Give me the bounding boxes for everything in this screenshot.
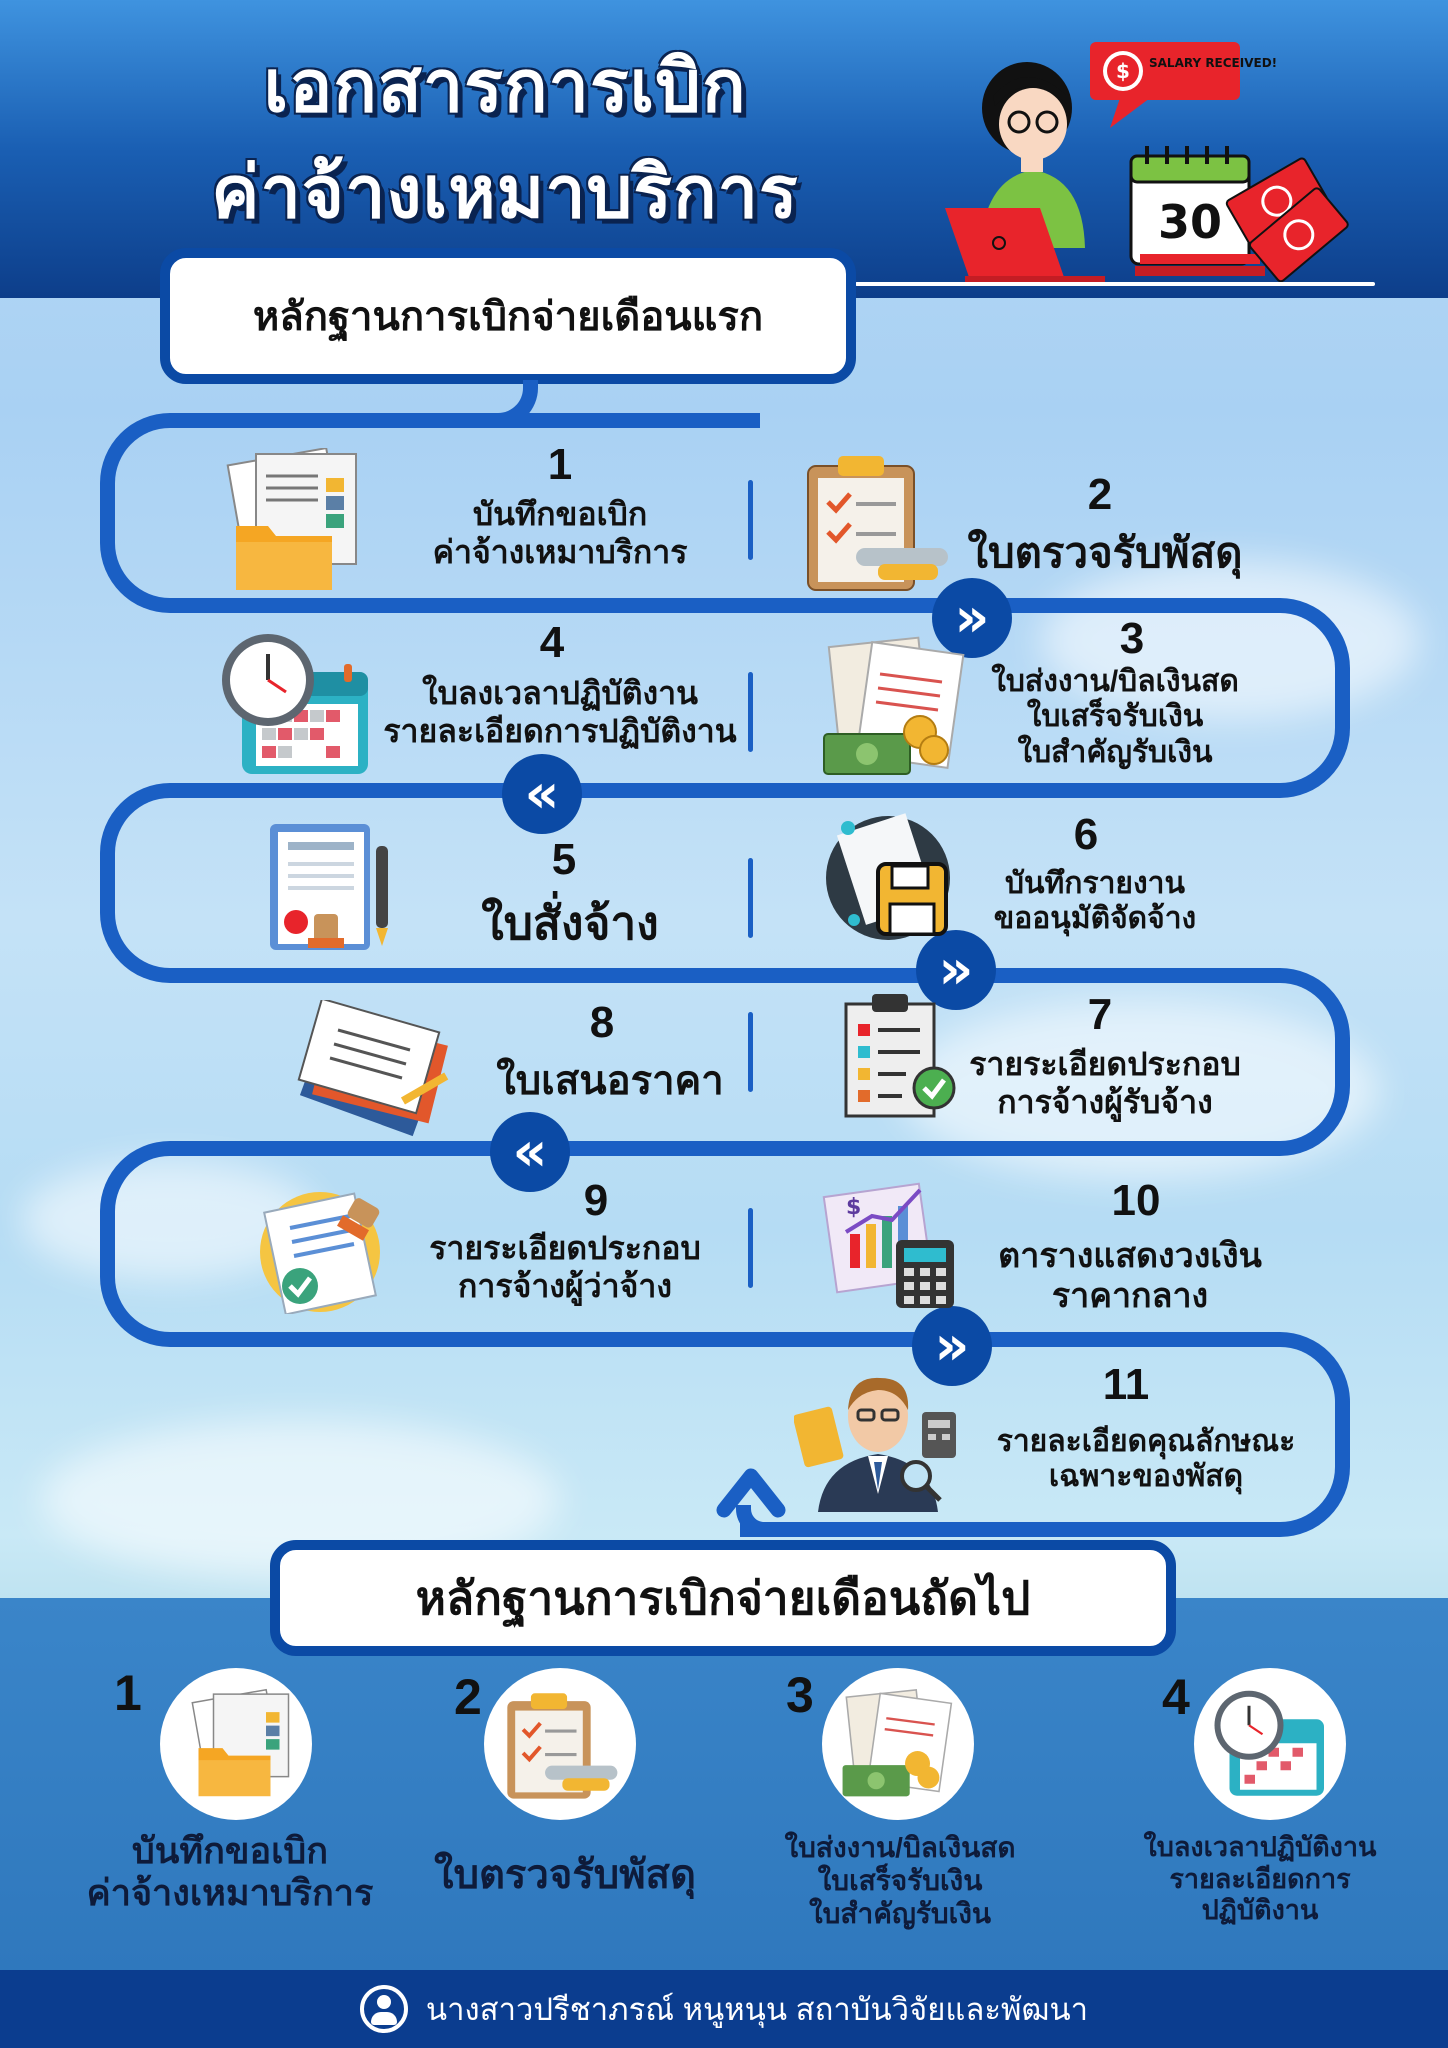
step-label-line: ขออนุมัติจัดจ้าง [993, 902, 1197, 936]
paper-stack-icon [282, 1000, 462, 1140]
step-label-line: รายระเอียดประกอบ [969, 1046, 1241, 1082]
clock-calendar-icon [216, 632, 376, 778]
step-label [960, 664, 1270, 770]
step-number: 11 [1102, 1360, 1150, 1409]
step-label-line: ใบเสนอราคา [496, 1059, 724, 1103]
save-document-icon [822, 810, 958, 946]
item-number: 1 [114, 1665, 142, 1721]
footer [0, 1970, 1448, 2048]
calendar-day: 30 [1157, 195, 1223, 249]
step-label-line: ใบสั่งจ้าง [481, 897, 659, 949]
item-number: 4 [1162, 1669, 1190, 1725]
person-at-laptop-icon [945, 62, 1105, 284]
salary-illustration [935, 38, 1355, 288]
checklist-clipboard-icon [842, 990, 962, 1120]
item-number: 3 [786, 1667, 814, 1723]
next-month-heading: หลักฐานการเบิกจ่ายเดือนถัดไป [270, 1540, 1176, 1656]
chevron-left-icon: « [490, 1112, 570, 1192]
row-divider [748, 1208, 753, 1288]
step-number: 6 [1073, 810, 1099, 859]
item-number: 2 [454, 1669, 482, 1725]
item-icon-circle [822, 1668, 974, 1820]
step-label [960, 866, 1230, 937]
step-number: 2 [1087, 470, 1113, 519]
step-label [960, 528, 1250, 578]
certificate-stamp-icon [260, 818, 400, 954]
up-arrow-icon [716, 1462, 786, 1522]
row-divider [748, 672, 753, 752]
salary-speech-bubble [1090, 42, 1277, 128]
item-label-line: ใบส่งงาน/บิลเงินสด [784, 1832, 1016, 1863]
page-title-line1: เอกสารการเบิก [263, 47, 747, 127]
item-label-line: รายละเอียดการ [1169, 1863, 1351, 1894]
item-icon-circle [160, 1668, 312, 1820]
item-label-line: ใบตรวจรับพัสดุ [434, 1853, 696, 1897]
documents-folder-icon [176, 1688, 296, 1800]
item-label [50, 1830, 410, 1914]
inspector-man-icon [794, 1366, 964, 1514]
step-label-line: การจ้างผู้ว่าจ้าง [458, 1267, 672, 1304]
step-label-line: ใบลงเวลาปฏิบัติงาน [421, 675, 698, 711]
row-divider [748, 480, 753, 560]
item-label-line: ปฏิบัติงาน [1201, 1895, 1319, 1926]
footer-author: นางสาวปรีชาภรณ์ หนูหนุน สถาบันวิจัยและพัฒนา [425, 1992, 1089, 2027]
receipts-cash-icon [820, 634, 970, 780]
step-label-line: ใบสำคัญรับเงิน [1017, 735, 1213, 769]
clipboard-check-icon [501, 1687, 619, 1801]
step-label [460, 1058, 760, 1105]
step-label-line: บันทึกขอเบิก [472, 496, 648, 532]
svg-text:$: $ [846, 1195, 862, 1220]
item-label-line: บันทึกขอเบิก [131, 1830, 329, 1871]
item-label [400, 1852, 730, 1899]
header-divider-line [855, 282, 1375, 286]
step-label [960, 1046, 1250, 1122]
step-number: 10 [1111, 1176, 1161, 1225]
step-number: 1 [547, 440, 573, 489]
step-label [390, 1230, 740, 1306]
step-label-line: ตารางแสดงวงเงิน [998, 1237, 1262, 1275]
step-label-line: ราคากลาง [1051, 1277, 1209, 1316]
speech-bubble-text: SALARY RECEIVED! [1149, 56, 1278, 70]
item-label-line: ใบสำคัญรับเงิน [808, 1897, 992, 1929]
item-label-line: ใบลงเวลาปฏิบัติงาน [1143, 1832, 1377, 1862]
step-number: 4 [539, 618, 565, 667]
step-number: 8 [589, 998, 615, 1047]
step-label [976, 1424, 1316, 1495]
first-month-heading: หลักฐานการเบิกจ่ายเดือนแรก [160, 248, 856, 384]
step-label [390, 496, 730, 572]
step-number: 5 [551, 835, 577, 884]
page-title-line2: ค่าจ้างเหมาบริการ [211, 153, 799, 233]
step-label [380, 675, 740, 751]
item-icon-circle [484, 1668, 636, 1820]
user-icon [360, 1985, 408, 2033]
step-label-line: การจ้างผู้รับจ้าง [997, 1083, 1213, 1120]
step-label-line: เฉพาะของพัสดุ [1048, 1460, 1244, 1494]
step-label [980, 1236, 1280, 1316]
item-label-line: ค่าจ้างเหมาบริการ [86, 1872, 374, 1914]
step-number: 3 [1119, 614, 1145, 663]
item-label [1110, 1832, 1410, 1927]
step-label-line: รายระเอียดประกอบ [429, 1230, 701, 1266]
clipboard-check-icon [800, 448, 950, 593]
chevron-right-icon: » [932, 578, 1012, 658]
step-label [420, 896, 720, 950]
row-divider [748, 858, 753, 938]
svg-text:$: $ [1116, 59, 1130, 83]
step-number: 9 [583, 1176, 609, 1225]
chevron-left-icon: « [502, 754, 582, 834]
receipts-cash-icon [839, 1687, 957, 1801]
step-label-line: ใบตรวจรับพัสดุ [967, 529, 1243, 576]
step-label-line: ใบเสร็จรับเงิน [1026, 700, 1204, 734]
chevron-right-icon: » [916, 930, 996, 1010]
approved-stamp-icon [254, 1182, 394, 1314]
item-label-line: ใบเสร็จรับเงิน [817, 1864, 983, 1896]
clock-calendar-icon [1210, 1689, 1330, 1799]
chevron-right-icon: » [912, 1306, 992, 1386]
step-number: 7 [1087, 990, 1113, 1039]
step-label-line: บันทึกรายงาน [1004, 867, 1186, 900]
path-segment [100, 783, 760, 983]
step-label-line: รายละเอียดการปฏิบัติงาน [383, 712, 737, 749]
step-label-line: รายละเอียดคุณลักษณะ [996, 1425, 1296, 1458]
step-label-line: ค่าจ้างเหมาบริการ [432, 533, 688, 570]
calculator-chart-icon [820, 1176, 960, 1310]
documents-folder-icon [206, 448, 366, 593]
item-icon-circle [1194, 1668, 1346, 1820]
step-label-line: ใบส่งงาน/บิลเงินสด [991, 665, 1239, 698]
item-label [740, 1832, 1060, 1930]
